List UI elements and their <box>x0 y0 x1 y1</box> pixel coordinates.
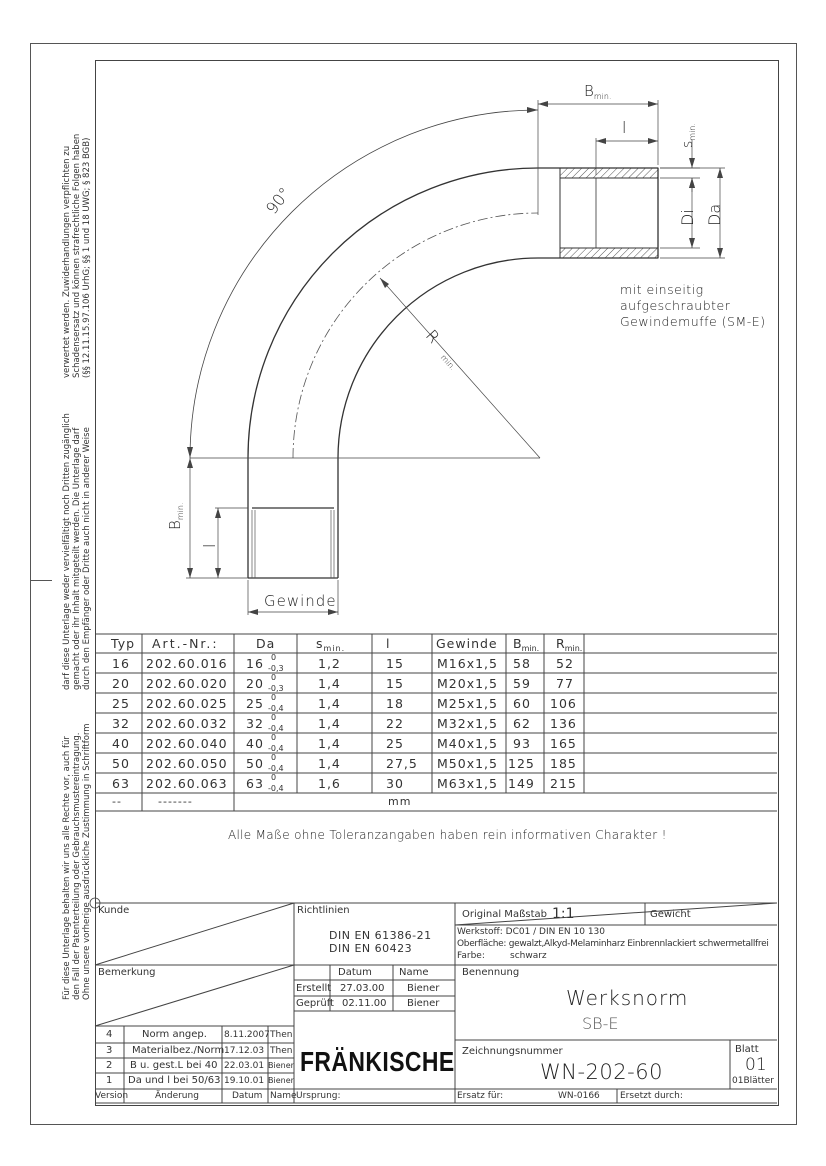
revision-version: 4 <box>106 1029 113 1040</box>
cell-art: 202.60.050 <box>146 756 228 771</box>
muffe-note-line1: mit einseitig <box>620 282 704 297</box>
drawing-title: Werksnorm <box>566 986 689 1010</box>
cell-typ: 16 <box>112 656 130 671</box>
cell-s: 1,2 <box>318 656 341 671</box>
cell-r: 106 <box>550 696 577 711</box>
cell-da-tol-lower: -0,4 <box>268 784 284 793</box>
side-note-top-line1: verwertet werden. Zuwiderhandlungen verpflichten zu <box>62 145 72 378</box>
cell-art: 202.60.020 <box>146 676 228 691</box>
cell-gewinde: M16x1,5 <box>437 656 498 671</box>
cell-s: 1,4 <box>318 756 341 771</box>
cell-da-tol-upper: 0 <box>271 733 277 742</box>
cell-art: 202.60.063 <box>146 776 228 791</box>
side-note-bottom-line2: den Fall der Patenterteilung oder Gebrauchsmustereintragung. <box>72 732 82 1000</box>
richtlinie-2: DIN EN 60423 <box>329 942 413 955</box>
cell-typ: 32 <box>112 716 130 731</box>
name-header: Name <box>399 967 429 978</box>
cell-typ: 40 <box>112 736 130 751</box>
cell-da-tol-lower: -0,3 <box>268 664 284 673</box>
cell-da: 32 <box>246 716 264 731</box>
cell-s: 1,6 <box>318 776 341 791</box>
l-label-top: l <box>622 118 627 137</box>
unit-row-typ: -- <box>112 795 122 808</box>
cell-gewinde: M50x1,5 <box>437 756 498 771</box>
revision-date: 17.12.03 <box>224 1046 265 1056</box>
b-min-letter: B <box>584 82 594 100</box>
revision-change: Materialbez./Norm <box>132 1045 225 1056</box>
geprueft-datum: 02.11.00 <box>342 998 387 1009</box>
l-label-bottom: l <box>200 543 219 548</box>
revision-change: Norm angep. <box>142 1029 207 1040</box>
cell-s: 1,4 <box>318 736 341 751</box>
cell-da-tol-lower: -0,4 <box>268 764 284 773</box>
cell-l: 15 <box>386 656 404 671</box>
ersatz-fuer-label: Ersatz für: <box>457 1091 504 1101</box>
cell-typ: 63 <box>112 776 130 791</box>
da-label: Da <box>705 203 724 226</box>
side-note-bottom-line1: Für diese Unterlage behalten wir uns alle Rechte vor, auch für <box>62 736 72 1000</box>
cell-s: 1,4 <box>318 696 341 711</box>
richtlinien-label: Richtlinien <box>297 905 350 916</box>
blatt-value: 01 <box>745 1055 767 1075</box>
cell-b: 93 <box>513 736 531 751</box>
header-art: Art.-Nr.: <box>152 636 219 651</box>
cell-l: 15 <box>386 676 404 691</box>
geprueft-label: Geprüft <box>296 998 334 1009</box>
cell-da-tol-upper: 0 <box>271 713 277 722</box>
r-min-letter: R <box>421 326 444 347</box>
bemerkung-label: Bemerkung <box>98 967 156 978</box>
angle-label: 90° <box>262 183 295 218</box>
side-note-top-line3: (§§ 12.11.15.97.106 UrhG; §§ 1 und 18 UWG; § 823 BGB) <box>82 137 92 378</box>
b-min-bottom-letter: B <box>166 520 184 530</box>
gewicht-label: Gewicht <box>650 909 691 920</box>
cell-da: 63 <box>246 776 264 791</box>
revision-version: 2 <box>106 1060 113 1071</box>
revision-date: 22.03.01 <box>224 1061 265 1071</box>
muffe-note-line2: aufgeschraubter <box>620 298 731 313</box>
cell-da: 25 <box>246 696 264 711</box>
revision-change: B u. gest.L bei 40 <box>130 1060 218 1071</box>
cell-typ: 50 <box>112 756 130 771</box>
gewinde-label: Gewinde <box>264 592 337 610</box>
cell-gewinde: M32x1,5 <box>437 716 498 731</box>
cell-r: 52 <box>556 656 574 671</box>
cell-b: 62 <box>513 716 531 731</box>
datum-col-label: Datum <box>232 1091 263 1101</box>
r-min-sub: min. <box>438 352 458 373</box>
benennung-label: Benennung <box>462 967 520 978</box>
b-min-sub: min. <box>593 92 612 101</box>
cell-r: 136 <box>550 716 577 731</box>
s-min-sub: min. <box>688 123 697 141</box>
blatt-label: Blatt <box>735 1044 759 1055</box>
erstellt-name: Biener <box>407 983 440 994</box>
farbe-value: schwarz <box>510 951 547 961</box>
cell-art: 202.60.016 <box>146 656 228 671</box>
revision-name: Then <box>270 1030 293 1040</box>
erstellt-label: Erstellt <box>296 983 332 994</box>
cell-da-tol-lower: -0,3 <box>268 684 284 693</box>
cell-b: 60 <box>513 696 531 711</box>
kunde-label: Kunde <box>98 905 130 916</box>
cell-typ: 20 <box>112 676 130 691</box>
header-s-sub: min. <box>323 644 346 653</box>
cell-b: 125 <box>508 756 535 771</box>
cell-r: 165 <box>550 736 577 751</box>
zeichnungsnummer-label: Zeichnungsnummer <box>462 1046 563 1057</box>
side-note-bottom-line3: Ohne unsere vorherige ausdrückliche Zustimmung in Schriftform <box>82 723 92 1000</box>
cell-typ: 25 <box>112 696 130 711</box>
ersetzt-durch-label: Ersetzt durch: <box>620 1091 683 1101</box>
cell-da: 40 <box>246 736 264 751</box>
cell-da-tol-lower: -0,4 <box>268 704 284 713</box>
oberflaeche-text: Oberfläche: gewalzt,Alkyd-Melaminharz Einbrennlackiert schwermetallfrei <box>457 939 769 949</box>
cell-r: 215 <box>550 776 577 791</box>
cell-s: 1,4 <box>318 676 341 691</box>
richtlinie-1: DIN EN 61386-21 <box>329 929 432 942</box>
revision-name: Then <box>270 1046 293 1056</box>
revision-name: Biener <box>268 1076 294 1085</box>
revision-date: 19.10.01 <box>224 1076 265 1086</box>
cell-art: 202.60.032 <box>146 716 228 731</box>
revision-version: 3 <box>106 1045 113 1056</box>
cell-gewinde: M40x1,5 <box>437 736 498 751</box>
drawing-subtitle: SB-E <box>582 1014 619 1033</box>
cell-da: 50 <box>246 756 264 771</box>
info-note: Alle Maße ohne Toleranzangaben haben rein informativen Charakter ! <box>228 828 667 842</box>
side-note-mid-line2: gemacht oder ihr Inhalt mitgeteilt werden. Die Unterlage darf <box>72 427 82 690</box>
version-col-label: Version <box>95 1091 129 1101</box>
s-min-letter: s <box>680 140 696 148</box>
di-label: Di <box>678 209 697 226</box>
revision-name: Biener <box>268 1061 294 1070</box>
aenderung-col-label: Änderung <box>155 1091 199 1101</box>
revision-change: Da und l bei 50/63 <box>128 1075 221 1086</box>
cell-s: 1,4 <box>318 716 341 731</box>
ursprung-label: Ursprung: <box>296 1091 341 1101</box>
cell-da-tol-upper: 0 <box>271 693 277 702</box>
header-b-letter: B <box>513 636 522 651</box>
header-gewinde: Gewinde <box>436 636 498 651</box>
cell-da-tol-lower: -0,4 <box>268 744 284 753</box>
cell-r: 185 <box>550 756 577 771</box>
unit-row-art: ------- <box>158 795 193 808</box>
zeichnungsnummer-value: WN-202-60 <box>540 1060 663 1084</box>
cell-da-tol-upper: 0 <box>271 673 277 682</box>
name-col-label: Name <box>270 1091 297 1101</box>
cell-gewinde: M63x1,5 <box>437 776 498 791</box>
ersatz-fuer-value: WN-0166 <box>558 1091 600 1101</box>
cell-l: 18 <box>386 696 404 711</box>
header-l: l <box>386 636 391 651</box>
cell-l: 25 <box>386 736 404 751</box>
revision-version: 1 <box>106 1075 113 1086</box>
werkstoff-text: Werkstoff: DC01 / DIN EN 10 130 <box>457 927 606 937</box>
cell-da: 16 <box>246 656 264 671</box>
cell-gewinde: M25x1,5 <box>437 696 498 711</box>
header-s-letter: s <box>316 636 324 651</box>
cell-da-tol-upper: 0 <box>271 773 277 782</box>
header-r-letter: R <box>556 636 565 651</box>
side-note-top-line2: Schadensersatz und können strafrechtliche Folgen haben <box>72 133 82 378</box>
cell-l: 27,5 <box>386 756 418 771</box>
header-r-sub: min. <box>564 644 583 653</box>
scale-value: 1:1 <box>552 906 575 922</box>
header-typ: Typ <box>111 636 136 651</box>
cell-b: 149 <box>508 776 535 791</box>
cell-da-tol-upper: 0 <box>271 753 277 762</box>
cell-r: 77 <box>556 676 574 691</box>
cell-gewinde: M20x1,5 <box>437 676 498 691</box>
revision-date: 8.11.2007 <box>224 1030 270 1040</box>
blatter-value: 01Blätter <box>732 1076 774 1086</box>
side-note-mid-line3: durch den Empfänger oder Dritte auch nicht in anderer Weise <box>82 427 92 690</box>
original-massstab-label: Original Maßstab <box>462 909 547 920</box>
header-b-sub: min. <box>521 644 540 653</box>
cell-art: 202.60.025 <box>146 696 228 711</box>
side-note-mid-line1: darf diese Unterlage weder vervielfältigt noch Dritten zugänglich <box>62 413 72 690</box>
company-logo: FRÄNKISCHE <box>300 1046 455 1077</box>
cell-b: 58 <box>513 656 531 671</box>
datum-header: Datum <box>338 967 372 978</box>
cell-da: 20 <box>246 676 264 691</box>
cell-da-tol-lower: -0,4 <box>268 724 284 733</box>
farbe-label: Farbe: <box>457 951 485 961</box>
muffe-note-line3: Gewindemuffe (SM-E) <box>620 314 766 329</box>
geprueft-name: Biener <box>407 998 440 1009</box>
cell-b: 59 <box>513 676 531 691</box>
b-min-bottom-sub: min. <box>176 502 185 521</box>
cell-art: 202.60.040 <box>146 736 228 751</box>
cell-l: 30 <box>386 776 404 791</box>
cell-l: 22 <box>386 716 404 731</box>
unit-row-unit: mm <box>388 795 412 808</box>
erstellt-datum: 27.03.00 <box>340 983 385 994</box>
cell-da-tol-upper: 0 <box>271 653 277 662</box>
header-da: Da <box>256 636 276 651</box>
